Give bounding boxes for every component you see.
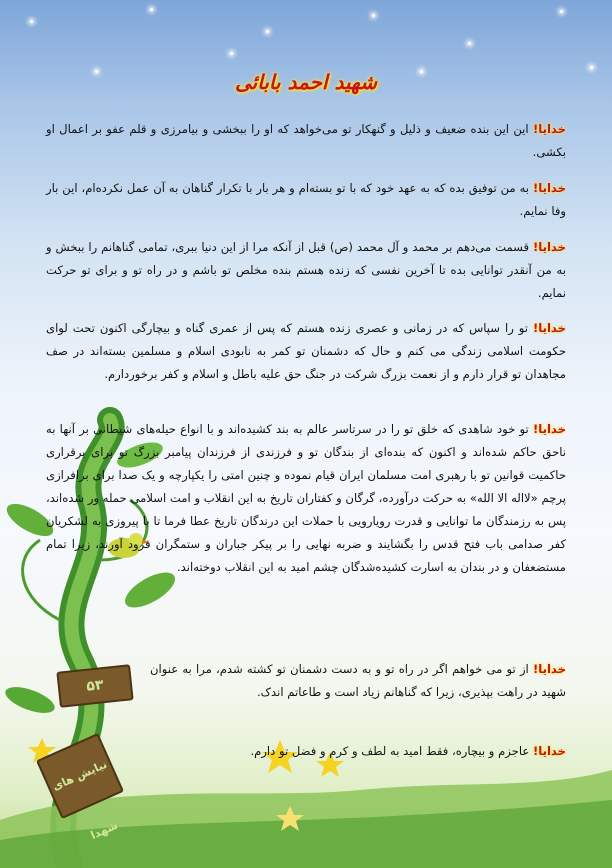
paragraph-text: از تو می خواهم اگر در راه تو و به دست دشمنان تو کشته شدم، مرا به عنوان شهید در راهت بپذیری، زیرا که گناهانم زیاد است و طاعاتم اندک. [150, 662, 566, 699]
paragraph-lead: خدایا! [532, 181, 566, 195]
paragraph-lead: خدایا! [532, 122, 566, 136]
paragraph-lead: خدایا! [532, 422, 566, 436]
page-title: شهید احمد بابائی [235, 70, 377, 94]
paragraph-lead: خدایا! [532, 321, 566, 335]
prayer-paragraph [46, 418, 566, 579]
prayer-paragraph [200, 740, 566, 763]
paragraph-lead: خدایا! [532, 662, 566, 676]
prayer-paragraph [46, 118, 566, 164]
paragraph-text: عاجزم و بیچاره، فقط امید به لطف و کرم و فضل تو دارم. [250, 744, 533, 758]
prayer-paragraph [46, 236, 566, 305]
book-title-sign: نیایش های شهدا [36, 733, 124, 819]
paragraph-text: تو خود شاهدی که خلق تو را در سرتاسر عالم به بند کشیده‌اند و با انواع حیله‌های شیطانی بر آنها به ناحق حاکم شده‌اند و اکنون که بنده‌ای از بندگان تو و فرزندی از فرزندان پیامبر بزرگ تو برای برقراری حاکمیت قوانین تو با رهبری امت مسلمان ایران قیام نموده و چنین امتی را یکپارچه و یک صدا برای برافرازی پرچم «لااله الا الله» به حرکت درآورده، گرگان و کفتاران تاریخ به این انقلاب و امت اسلامی حمله ور شده‌اند، پس به رزمندگان ما توانایی و قدرت رویارویی با حملات این درندگان تاریخ عطا فرما تا با پیروزی به لشکریان کفر صدامی باب فتح قدس را بگشایند و ضربه نهایی را بر پیکر جباران و ستمگران فرود آورند، زیرا تمام مستضعفان و در بندان به اسارت کشیده‌شدگان چشم امید به این انقلاب دوخته‌اند. [46, 422, 566, 574]
paragraph-text: قسمت می‌دهم بر محمد و آل محمد (ص) قبل از آنکه مرا از این دنیا ببری، تمامی گناهانم را ببخش و به من آنقدر توانایی بده تا آخرین نفسی که زنده هستم بنده مخلص تو باشم و در راه تو و برای تو حرکت نمایم. [46, 240, 566, 300]
prayer-paragraph [46, 317, 566, 386]
paragraph-text: به من توفیق بده که به عهد خود که با تو بسته‌ام و هر بار با تکرار گناهان به آن عمل نکرده‌ام، این بار وفا نمایم. [46, 181, 566, 218]
page-number-sign: ۵۳ [56, 664, 133, 708]
paragraph-text: این این بنده ضعیف و ذلیل و گنهکار تو می‌خواهد که او را ببخشی و بیامرزی و قلم عفو بر اعمال او بکشی. [46, 122, 566, 159]
prayer-paragraph [150, 658, 566, 704]
prayer-paragraph [46, 177, 566, 223]
paragraph-lead: خدایا! [532, 744, 566, 758]
paragraph-lead: خدایا! [532, 240, 566, 254]
paragraph-text: تو را سپاس که در زمانی و عصری زنده هستم که پس از عمری گناه و بیچارگی اکنون تحت لوای حکومت اسلامی زندگی می کنم و حال که دشمنان تو کمر به نابودی اسلام و مسلمین بسته‌اند در صف مجاهدان تو قرار دارم و از نعمت بزرگ شرکت در جنگ حق علیه باطل و اسلام و کفر برخوردارم. [46, 321, 566, 381]
